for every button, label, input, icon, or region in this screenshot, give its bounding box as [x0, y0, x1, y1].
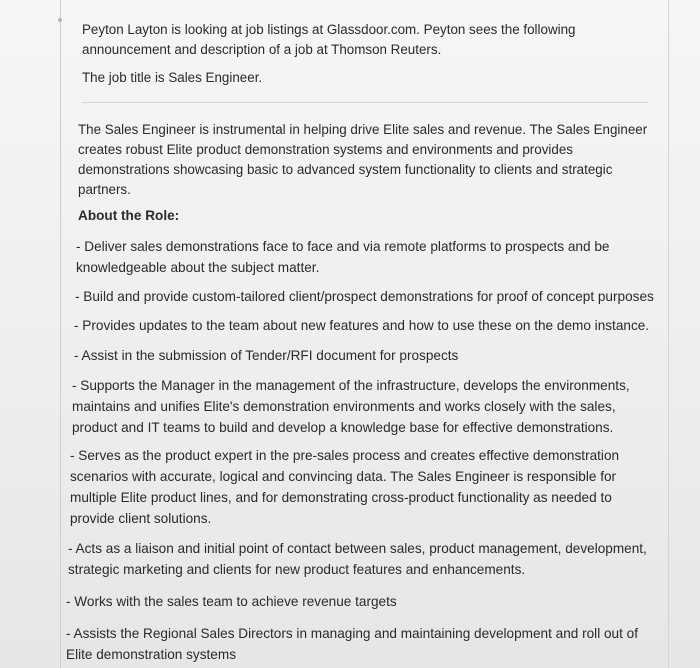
left-margin-rule [60, 0, 61, 668]
role-item-text: - Acts as a liaison and initial point of contact between sales, product management, development, strategic marketing and clients for new product features and enhancements. [68, 541, 647, 577]
role-item [74, 345, 664, 366]
role-item [75, 286, 675, 307]
role-item [70, 445, 660, 529]
role-item [74, 315, 674, 336]
role-item-text: - Build and provide custom-tailored client/prospect demonstrations for proof of concept purposes [75, 289, 654, 304]
about-role-heading: About the Role: [78, 208, 180, 223]
job-title-paragraph: The job title is Sales Engineer. [82, 70, 263, 85]
role-item [66, 591, 656, 612]
margin-dot [58, 18, 62, 22]
role-item-text: - Provides updates to the team about new features and how to use these on the demo instance. [74, 318, 650, 333]
role-item-text: - Serves as the product expert in the pre-sales process and creates effective demonstration scenarios with accurate, logical and convincing data. The Sales Engineer is responsible for multiple Elite product lines, and for demonstrating cross-product functionality as needed to provide client solutions. [70, 448, 620, 526]
role-item [76, 236, 656, 278]
role-item [68, 538, 658, 580]
role-item-text: - Works with the sales team to achieve revenue targets [66, 594, 397, 609]
section-divider [82, 102, 648, 103]
job-description [78, 120, 653, 200]
role-item-text: - Deliver sales demonstrations face to face and via remote platforms to prospects and be knowledgeable about the subject matter. [76, 239, 610, 275]
role-item [66, 623, 656, 665]
role-item-text: - Supports the Manager in the management of the infrastructure, develops the environments, maintains and unifies Elite's demonstration environments and works closely with the sales, product and IT teams to build and develop a knowledge base for effective demonstrations. [72, 378, 630, 435]
role-item [72, 375, 662, 438]
intro-section [82, 20, 657, 96]
role-item-text: - Assists the Regional Sales Directors in managing and maintaining development and roll out of Elite demonstration systems [66, 626, 639, 662]
role-item-text: - Assist in the submission of Tender/RFI document for prospects [74, 348, 459, 363]
description-paragraph: The Sales Engineer is instrumental in helping drive Elite sales and revenue. The Sales Engineer creates robust Elite product demonstration systems and environments and provides demonstrations showcasing basic to advanced system functionality to clients and strategic partners. [78, 122, 648, 197]
intro-paragraph: Peyton Layton is looking at job listings at Glassdoor.com. Peyton sees the following announcement and description of a job at Thomson Reuters. [82, 22, 576, 57]
